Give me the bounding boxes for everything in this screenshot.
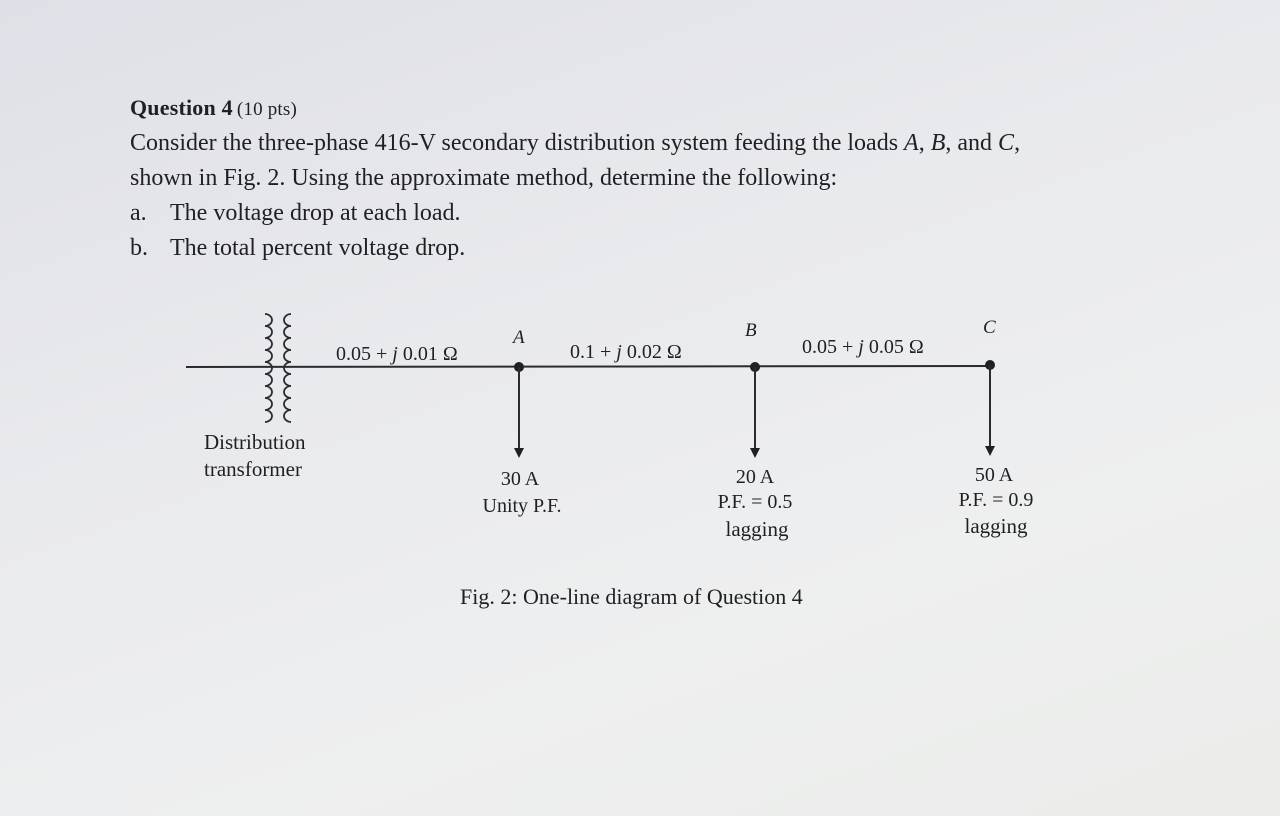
transformer-label-2: transformer [204, 457, 302, 481]
load-a-pf: Unity P.F. [482, 495, 562, 517]
load-a-current: 30 A [500, 468, 540, 490]
impedance-1: 0.05 + j 0.01 Ω [336, 343, 458, 365]
question-points: (10 pts) [236, 99, 298, 120]
line1-text: Consider the three-phase 416-V secondary distribution system feeding the loads [130, 130, 905, 156]
load-b-pf: P.F. = 0.5 [717, 491, 793, 513]
part-text: The total percent voltage drop. [170, 235, 466, 261]
part-letter: b. [130, 235, 148, 261]
impedance-3: 0.05 + j 0.05 Ω [802, 336, 924, 358]
part-text: The voltage drop at each load. [170, 200, 461, 226]
question-title: Question 4 [130, 95, 233, 120]
load-a-ref: A [904, 130, 919, 156]
node-b-label: B [745, 320, 757, 341]
impedance-2: 0.1 + j 0.02 Ω [570, 341, 682, 363]
question-line-2: shown in Fig. 2. Using the approximate method, determine the following: [130, 165, 838, 191]
sep-3: , [1014, 130, 1021, 156]
load-c-ref: C [998, 130, 1015, 156]
transformer-label-1: Distribution [204, 430, 306, 454]
figure-caption: Fig. 2: One-line diagram of Question 4 [460, 584, 803, 609]
load-c-type: lagging [964, 514, 1028, 538]
sep-2: , and [945, 130, 999, 156]
load-c-current: 50 A [974, 464, 1014, 486]
load-c-pf: P.F. = 0.9 [958, 489, 1034, 511]
part-letter: a. [130, 200, 147, 226]
node-c-label: C [983, 317, 996, 338]
sep-1: , [918, 130, 931, 156]
node-a-label: A [513, 327, 525, 348]
load-b-ref: B [930, 130, 946, 156]
feeder-line [186, 366, 992, 367]
load-b-type: lagging [725, 517, 789, 541]
load-b-current: 20 A [735, 466, 775, 488]
transformer-symbol [265, 314, 291, 422]
